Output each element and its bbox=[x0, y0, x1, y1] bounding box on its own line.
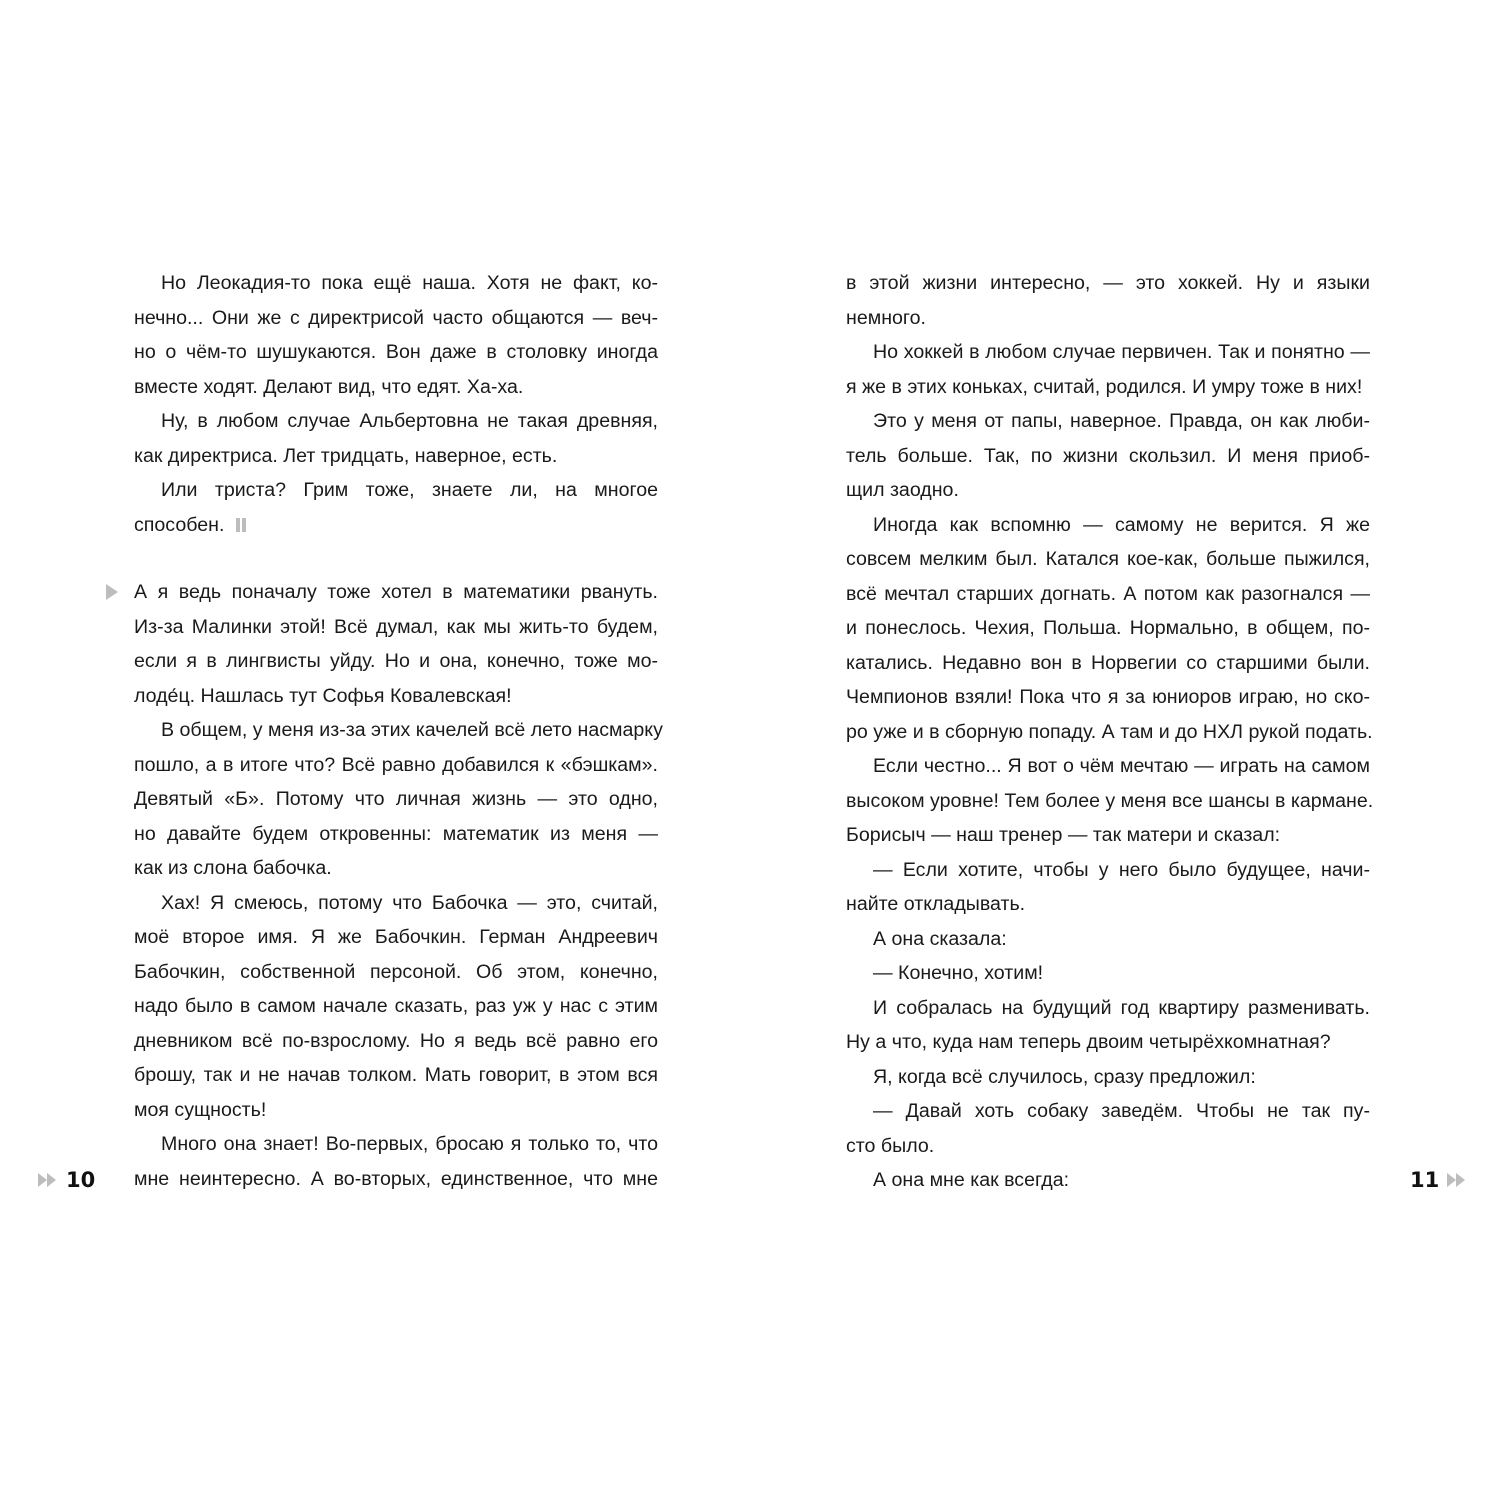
text-line: Если честно... Я вот о чём мечтаю — играть на самом bbox=[873, 755, 1370, 777]
text-line: Иногда как вспомню — самому не верится. Я же bbox=[873, 513, 1370, 536]
text-line: мне неинтересно. А во-вторых, единственное, что мне bbox=[134, 1167, 658, 1190]
text-line: моя сущность! bbox=[134, 1098, 267, 1121]
text-line: надо было в самом начале сказать, раз уж у нас с этим bbox=[134, 995, 658, 1017]
fast-forward-icon bbox=[38, 1173, 58, 1187]
page-number-right-text: 11 bbox=[1410, 1168, 1440, 1192]
text-line: брошу, так и не начав толком. Мать говорит, в этом вся bbox=[134, 1064, 658, 1086]
play-icon bbox=[106, 584, 118, 600]
text-line: А она сказала: bbox=[873, 927, 1007, 950]
text-line: нечно... Они же с директрисой часто общаются — веч- bbox=[134, 306, 658, 329]
text-line: высоком уровне! Тем более у меня все шансы в кармане. bbox=[846, 789, 1374, 812]
text-line: Ну, в любом случае Альбертовна не такая древняя, bbox=[161, 410, 658, 432]
page-number-right bbox=[1410, 1164, 1467, 1196]
text-line: и понеслось. Чехия, Польша. Нормально, в общем, по- bbox=[846, 617, 1370, 639]
text-line: Бабочкин, собственной персоной. Об этом, конечно, bbox=[134, 960, 658, 983]
text-line: моё второе имя. Я же Бабочкин. Герман Андреевич bbox=[134, 926, 658, 948]
text-line: Борисыч — наш тренер — так матери и сказал: bbox=[846, 824, 1281, 846]
text-line: И собралась на будущий год квартиру разменивать. bbox=[873, 996, 1370, 1019]
text-line: А она мне как всегда: bbox=[873, 1169, 1070, 1191]
text-line: Из-за Малинки этой! Всё думал, как мы жить-то будем, bbox=[134, 615, 658, 638]
text-line: найте откладывать. bbox=[846, 893, 1026, 915]
page-number-left bbox=[38, 1164, 95, 1196]
pause-icon bbox=[236, 518, 246, 532]
text-line: Это у меня от папы, наверное. Правда, он как люби- bbox=[873, 410, 1370, 432]
text-line: А я ведь поначалу тоже хотел в математики рвануть. bbox=[134, 581, 658, 603]
text-line-content: способен. bbox=[134, 513, 225, 536]
text-line: совсем мелким был. Катался кое-как, больше пыжился, bbox=[846, 548, 1370, 570]
text-line: как директриса. Лет тридцать, наверное, есть. bbox=[134, 444, 558, 467]
text-line: — Давай хоть собаку заведём. Чтобы не так пу- bbox=[873, 1100, 1370, 1122]
text-line: немного. bbox=[846, 306, 926, 329]
fast-forward-icon bbox=[1447, 1173, 1467, 1187]
text-line: как из слона бабочка. bbox=[134, 857, 332, 879]
text-line: ро уже и в сборную попаду. А там и до НХЛ рукой подать. bbox=[846, 720, 1373, 743]
text-line: я же в этих коньках, считай, родился. И умру тоже в них! bbox=[846, 375, 1363, 398]
text-line: но давайте будем откровенны: математик из меня — bbox=[134, 822, 658, 845]
text-line: — Если хотите, чтобы у него было будущее, начи- bbox=[873, 858, 1370, 881]
text-line: — Конечно, хотим! bbox=[873, 962, 1044, 984]
text-line: всё мечтал старших догнать. А потом как разогнался — bbox=[846, 582, 1370, 605]
text-line: тель больше. Так, по жизни скользил. И меня приоб- bbox=[846, 444, 1370, 467]
page-number-left-text: 10 bbox=[66, 1168, 96, 1192]
text-line: вместе ходят. Делают вид, что едят. Ха-ха. bbox=[134, 375, 524, 398]
text-line: но о чём-то шушукаются. Вон даже в столовку иногда bbox=[134, 341, 658, 363]
text-line: Я, когда всё случилось, сразу предложил: bbox=[873, 1065, 1256, 1088]
text-line: Или триста? Грим тоже, знаете ли, на многое bbox=[161, 479, 658, 501]
text-line: Девятый «Б». Потому что личная жизнь — это одно, bbox=[134, 788, 658, 810]
right-page-text bbox=[846, 266, 1374, 1198]
text-line: если я в лингвисты уйду. Но и она, конечно, тоже мо- bbox=[134, 650, 658, 672]
text-line: пошло, а в итоге что? Всё равно добавился к «бэшкам». bbox=[134, 753, 658, 776]
text-line: Но Леокадия-то пока ещё наша. Хотя не факт, ко- bbox=[161, 272, 658, 294]
text-line: Но хоккей в любом случае первичен. Так и понятно — bbox=[873, 341, 1370, 363]
left-page-text bbox=[134, 266, 663, 1196]
text-line: катались. Недавно вон в Норвегии со старшими были. bbox=[846, 651, 1370, 674]
text-line: Хах! Я смеюсь, потому что Бабочка — это, считай, bbox=[161, 891, 658, 914]
text-line: сто было. bbox=[846, 1134, 935, 1157]
text-line: Чемпионов взяли! Пока что я за юниоров играю, но ско- bbox=[846, 686, 1370, 708]
text-line: лоде́ц. Нашлась тут Софья Ковалевская! bbox=[134, 684, 512, 707]
text-line: дневником всё по-взрослому. Но я ведь всё равно его bbox=[134, 1029, 658, 1052]
section-gap bbox=[134, 542, 658, 575]
text-line: Ну а что, куда нам теперь двоим четырёхкомнатная? bbox=[846, 1031, 1331, 1053]
text-line: Много она знает! Во-первых, бросаю я только то, что bbox=[161, 1133, 658, 1155]
text-line: В общем, у меня из-за этих качелей всё лето насмарку bbox=[161, 719, 663, 741]
text-line: щил заодно. bbox=[846, 479, 959, 501]
text-line bbox=[134, 508, 658, 543]
text-line: в этой жизни интересно, — это хоккей. Ну и языки bbox=[846, 272, 1370, 294]
